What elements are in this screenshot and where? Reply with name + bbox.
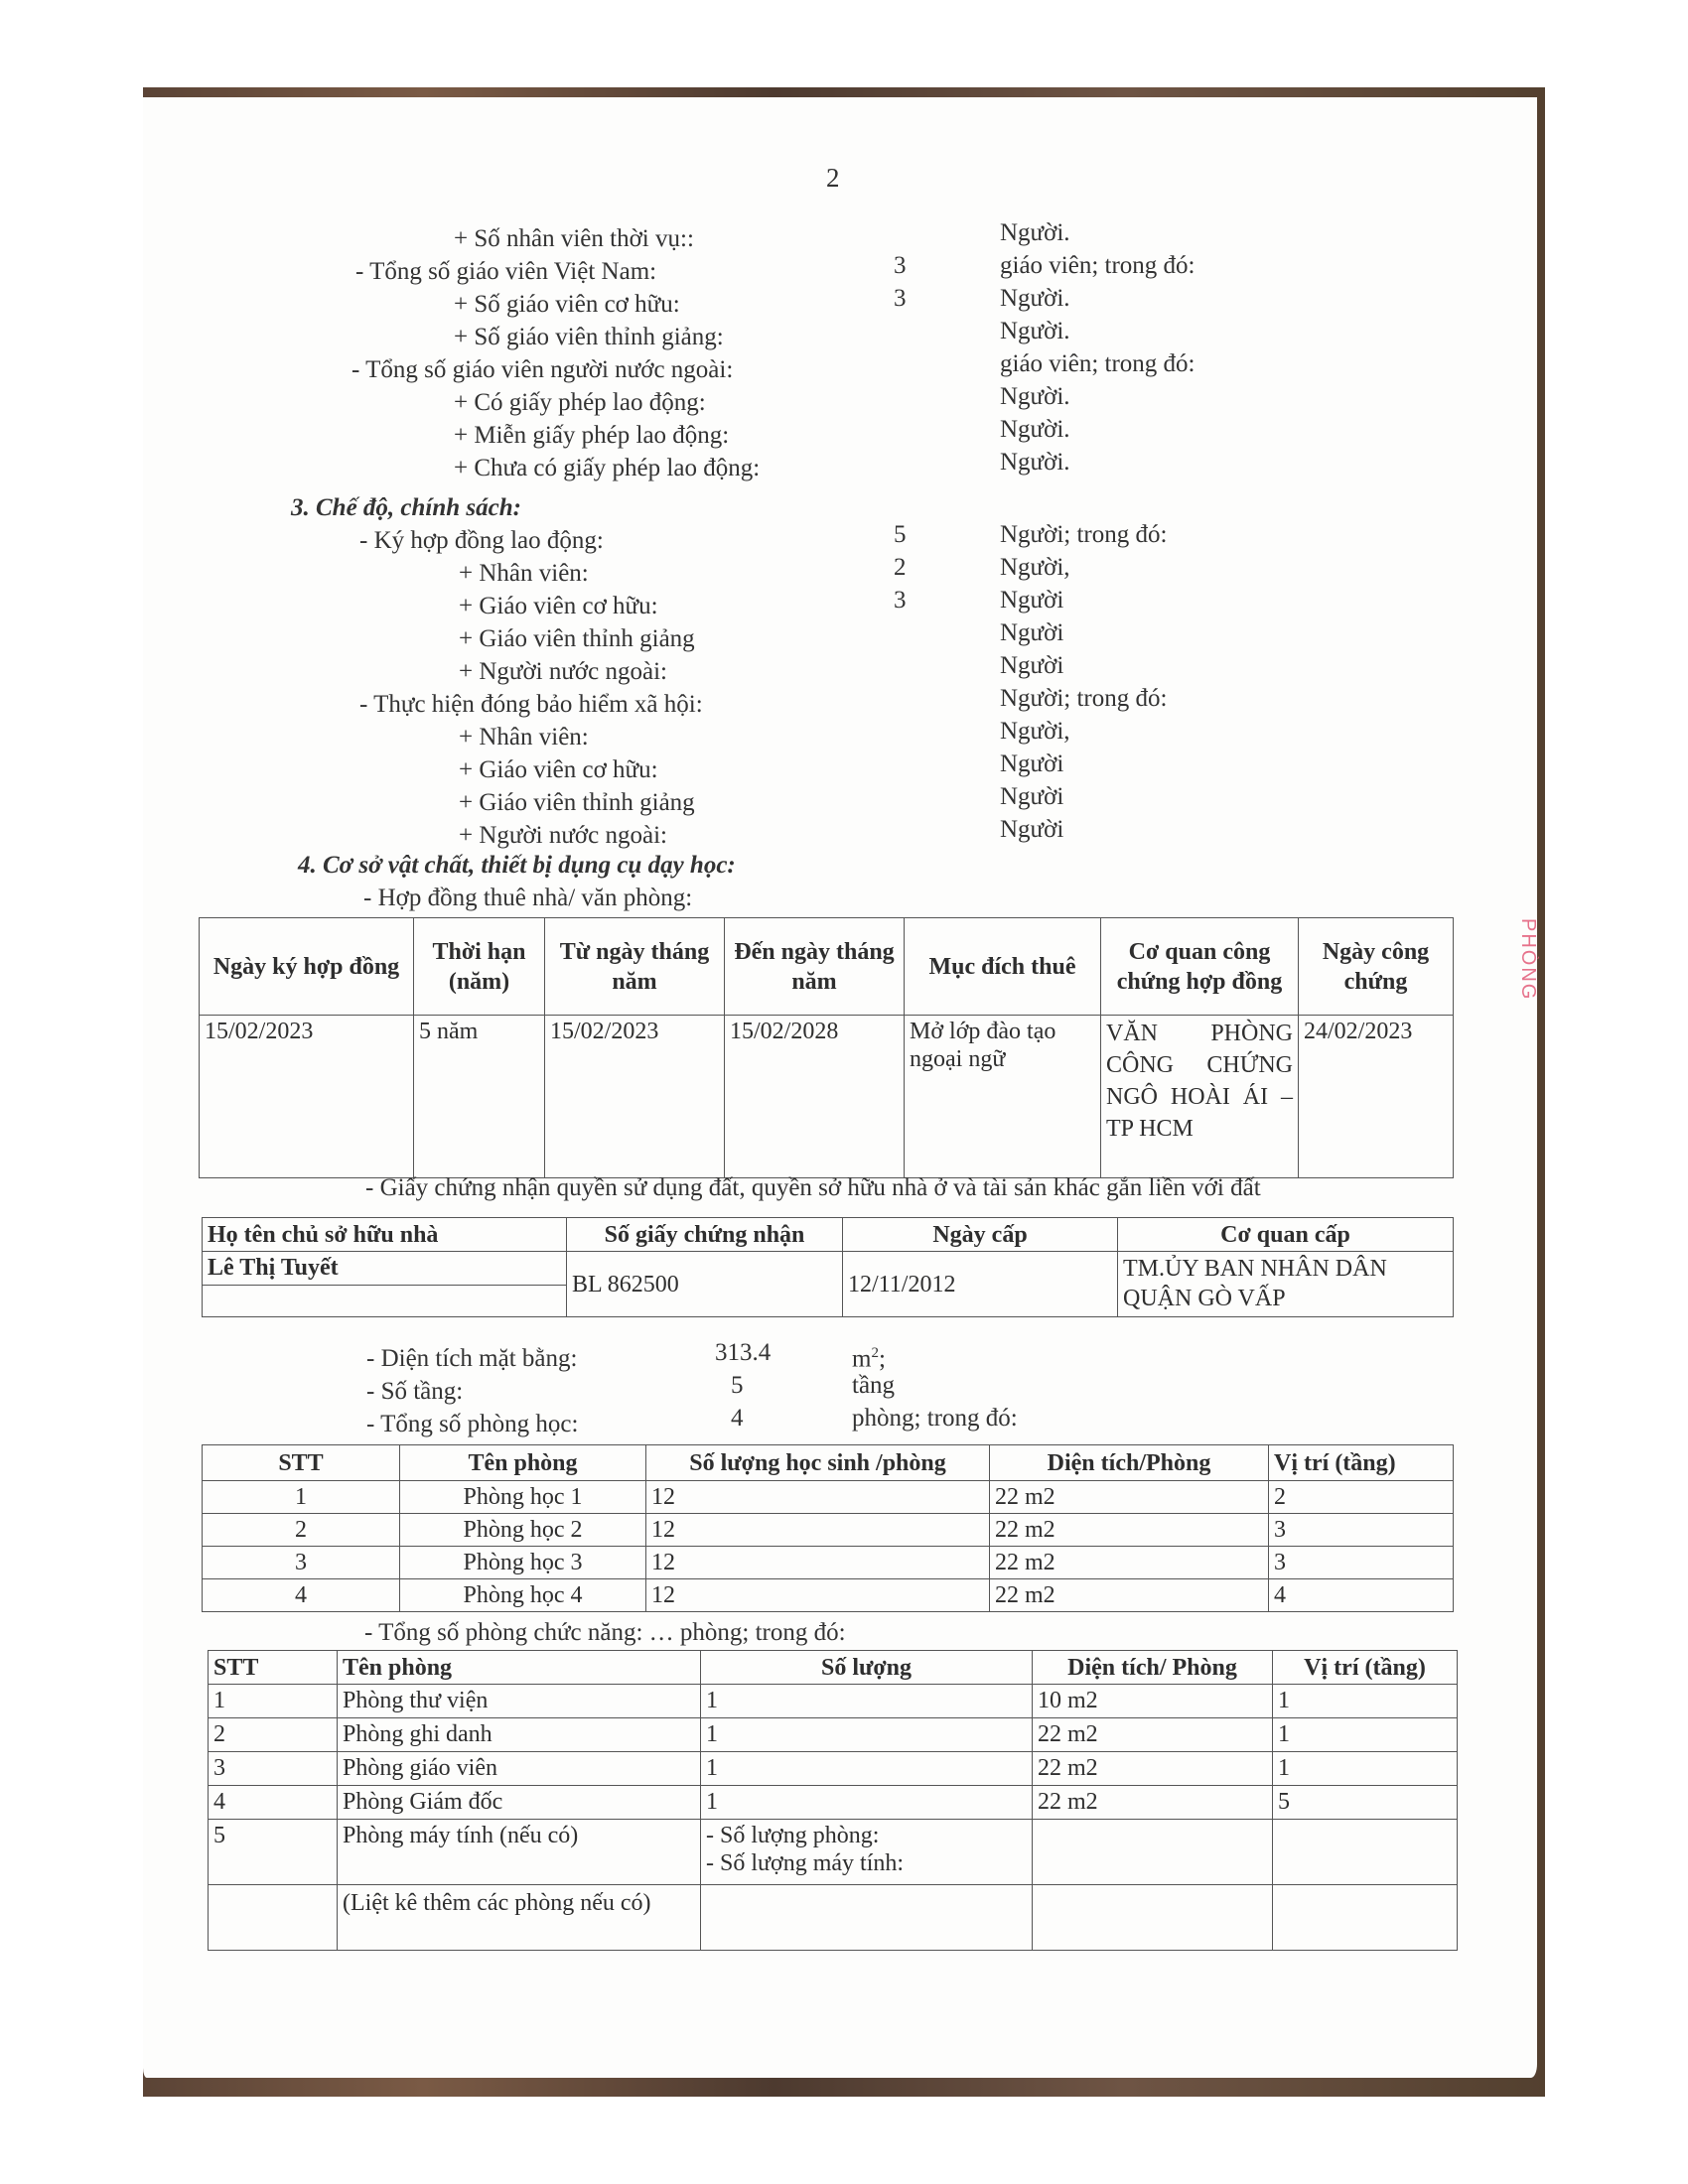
policy-value: 5 (894, 521, 907, 548)
policy-label: + Giáo viên cơ hữu: (459, 756, 658, 783)
classroom-header: Số lượng học sinh /phòng (646, 1445, 990, 1481)
room-name-cell: Phòng giáo viên (338, 1752, 701, 1786)
room-name-cell: Phòng ghi danh (338, 1718, 701, 1752)
policy-unit: Người (1000, 619, 1064, 646)
stt-cell: 5 (209, 1820, 338, 1885)
room-name-cell: Phòng học 3 (400, 1547, 646, 1579)
certificate-header: Ngày cấp (843, 1218, 1118, 1252)
table-row (209, 1752, 1458, 1786)
stt-cell (209, 1885, 338, 1951)
staff-label: + Số giáo viên cơ hữu: (454, 291, 680, 318)
classroom-header: Vị trí (tầng) (1269, 1445, 1454, 1481)
floor-cell: 1 (1273, 1685, 1458, 1718)
floor-cell: 4 (1269, 1579, 1454, 1612)
floor-cell: 5 (1273, 1786, 1458, 1820)
area-cell (1033, 1820, 1273, 1885)
floor-cell: 3 (1269, 1547, 1454, 1579)
policy-value: 2 (894, 554, 907, 581)
table-row (203, 1579, 1454, 1612)
stt-cell: 3 (203, 1547, 400, 1579)
staff-label: + Có giấy phép lao động: (454, 389, 706, 416)
policy-unit: Người (1000, 587, 1064, 614)
table-row (203, 1514, 1454, 1547)
staff-unit: Người. (1000, 416, 1070, 443)
area-cell (1033, 1885, 1273, 1951)
notary-office-cell: VĂN PHÒNG CÔNG CHỨNG NGÔ HOÀI ÁI – TP HCM (1101, 1016, 1299, 1178)
staff-label: - Tổng số giáo viên Việt Nam: (355, 258, 657, 285)
policy-label: + Nhân viên: (459, 560, 589, 587)
staff-value: 3 (894, 285, 907, 312)
area-cell: 22 m2 (990, 1514, 1269, 1547)
functional-header: STT (209, 1651, 338, 1685)
room-count-label: - Số lượng phòng: (706, 1823, 880, 1848)
fact-unit-text: m (852, 1345, 872, 1373)
stt-cell: 1 (203, 1481, 400, 1514)
sign-date-cell: 15/02/2023 (200, 1016, 414, 1178)
policy-unit: Người, (1000, 554, 1070, 581)
certificate-header: Số giấy chứng nhận (567, 1218, 843, 1252)
area-cell: 22 m2 (990, 1481, 1269, 1514)
policy-label: + Người nước ngoài: (459, 822, 667, 849)
quantity-cell: 1 (701, 1786, 1033, 1820)
staff-label: + Miễn giấy phép lao động: (454, 422, 730, 449)
notary-date-cell: 24/02/2023 (1299, 1016, 1454, 1178)
lease-header: Mục đích thuê (905, 918, 1101, 1016)
room-name-cell: Phòng học 1 (400, 1481, 646, 1514)
fact-label: - Diện tích mặt bằng: (366, 1345, 578, 1372)
certificate-caption: - Giấy chứng nhận quyền sử dụng đất, quyền sở hữu nhà ở và tài sản khác gắn liền với đất (365, 1174, 1261, 1201)
functional-room-table (208, 1650, 1458, 1951)
floor-cell: 3 (1269, 1514, 1454, 1547)
policy-unit: Người (1000, 783, 1064, 810)
table-row (209, 1718, 1458, 1752)
policy-label: - Thực hiện đóng bảo hiểm xã hội: (359, 691, 703, 718)
functional-header: Số lượng (701, 1651, 1033, 1685)
lease-header: Đến ngày tháng năm (725, 918, 905, 1016)
lease-header: Ngày công chứng (1299, 918, 1454, 1016)
room-name-cell: Phòng học 4 (400, 1579, 646, 1612)
certificate-header-row (203, 1218, 1454, 1252)
room-name-cell: Phòng thư viện (338, 1685, 701, 1718)
area-cell: 22 m2 (990, 1579, 1269, 1612)
issuer-cell: TM.ỦY BAN NHÂN DÂN QUẬN GÒ VẤP (1118, 1252, 1454, 1317)
policy-label: + Nhân viên: (459, 724, 589, 751)
students-cell: 12 (646, 1579, 990, 1612)
fact-unit: tầng (852, 1372, 896, 1399)
fact-value: 5 (731, 1372, 744, 1399)
area-cell: 22 m2 (1033, 1718, 1273, 1752)
policy-value: 3 (894, 587, 907, 614)
area-cell: 22 m2 (1033, 1752, 1273, 1786)
fact-unit-suffix: ; (878, 1345, 886, 1373)
issue-date-cell: 12/11/2012 (843, 1252, 1118, 1317)
policy-label: + Giáo viên thỉnh giảng (459, 789, 695, 816)
policy-unit: Người (1000, 751, 1064, 777)
stt-cell: 2 (203, 1514, 400, 1547)
lease-caption: - Hợp đồng thuê nhà/ văn phòng: (363, 885, 693, 911)
section-heading: 4. Cơ sở vật chất, thiết bị dụng cụ dạy học: (298, 852, 736, 879)
room-name-cell: (Liệt kê thêm các phòng nếu có) (338, 1885, 701, 1951)
fact-unit (852, 1338, 886, 1374)
floor-cell: 2 (1269, 1481, 1454, 1514)
floor-cell: 1 (1273, 1718, 1458, 1752)
policy-label: - Ký hợp đồng lao động: (359, 527, 604, 554)
table-row (209, 1786, 1458, 1820)
fact-value: 4 (731, 1405, 744, 1432)
students-cell: 12 (646, 1547, 990, 1579)
policy-unit: Người; trong đó: (1000, 521, 1168, 548)
section-heading: 3. Chế độ, chính sách: (291, 494, 521, 521)
page-number: 2 (826, 163, 840, 193)
staff-label: - Tổng số giáo viên người nước ngoài: (352, 356, 734, 383)
table-row (203, 1252, 1454, 1286)
fact-unit: phòng; trong đó: (852, 1405, 1018, 1432)
table-row (203, 1481, 1454, 1514)
from-date-cell: 15/02/2023 (545, 1016, 725, 1178)
staff-unit: giáo viên; trong đó: (1000, 252, 1196, 279)
policy-unit: Người; trong đó: (1000, 685, 1168, 712)
stt-cell: 2 (209, 1718, 338, 1752)
staff-unit: Người. (1000, 219, 1070, 246)
policy-unit: Người (1000, 816, 1064, 843)
stt-cell: 4 (203, 1579, 400, 1612)
policy-unit: Người, (1000, 718, 1070, 745)
stt-cell: 3 (209, 1752, 338, 1786)
table-row (209, 1820, 1458, 1885)
students-cell: 12 (646, 1481, 990, 1514)
area-cell: 22 m2 (1033, 1786, 1273, 1820)
functional-caption: - Tổng số phòng chức năng: … phòng; trong đó: (364, 1619, 846, 1646)
classroom-header: Tên phòng (400, 1445, 646, 1481)
room-name-cell: Phòng học 2 (400, 1514, 646, 1547)
classroom-table (202, 1444, 1454, 1612)
quantity-cell (701, 1885, 1033, 1951)
table-row (203, 1547, 1454, 1579)
staff-unit: Người. (1000, 285, 1070, 312)
stt-cell: 4 (209, 1786, 338, 1820)
classroom-header: Diện tích/Phòng (990, 1445, 1269, 1481)
term-cell: 5 năm (414, 1016, 545, 1178)
fact-unit-superscript: 2 (871, 1345, 879, 1361)
room-name-cell: Phòng Giám đốc (338, 1786, 701, 1820)
quantity-cell: 1 (701, 1685, 1033, 1718)
table-row (200, 1016, 1454, 1178)
fact-label: - Tổng số phòng học: (366, 1411, 579, 1437)
functional-header-row (209, 1651, 1458, 1685)
classroom-header: STT (203, 1445, 400, 1481)
policy-unit: Người (1000, 652, 1064, 679)
computer-count-label: - Số lượng máy tính: (706, 1850, 905, 1876)
room-name-cell: Phòng máy tính (nếu có) (338, 1820, 701, 1885)
area-cell: 22 m2 (990, 1547, 1269, 1579)
purpose-cell: Mở lớp đào tạo ngoại ngữ (905, 1016, 1101, 1178)
quantity-cell: 1 (701, 1752, 1033, 1786)
empty-cell (203, 1286, 567, 1317)
area-cell: 10 m2 (1033, 1685, 1273, 1718)
floor-cell (1273, 1885, 1458, 1951)
functional-header: Tên phòng (338, 1651, 701, 1685)
students-cell: 12 (646, 1514, 990, 1547)
staff-unit: giáo viên; trong đó: (1000, 350, 1196, 377)
table-row (209, 1685, 1458, 1718)
lease-header-row (200, 918, 1454, 1016)
floor-cell: 1 (1273, 1752, 1458, 1786)
lease-header: Thời hạn (năm) (414, 918, 545, 1016)
staff-label: + Chưa có giấy phép lao động: (454, 455, 761, 481)
lease-header: Cơ quan công chứng hợp đồng (1101, 918, 1299, 1016)
staff-label: + Số nhân viên thời vụ:: (454, 225, 694, 252)
certificate-header: Cơ quan cấp (1118, 1218, 1454, 1252)
staff-unit: Người. (1000, 449, 1070, 476)
functional-header: Vị trí (tầng) (1273, 1651, 1458, 1685)
staff-unit: Người. (1000, 318, 1070, 344)
table-row (209, 1885, 1458, 1951)
lease-table (199, 917, 1454, 1178)
floor-cell (1273, 1820, 1458, 1885)
lease-header: Từ ngày tháng năm (545, 918, 725, 1016)
lease-header: Ngày ký hợp đồng (200, 918, 414, 1016)
certificate-number-cell: BL 862500 (567, 1252, 843, 1317)
fact-value: 313.4 (715, 1339, 772, 1366)
fact-label: - Số tầng: (366, 1378, 464, 1405)
red-stamp-fragment: PHÒNG (1517, 918, 1539, 1002)
quantity-cell (701, 1820, 1033, 1885)
to-date-cell: 15/02/2028 (725, 1016, 905, 1178)
staff-value: 3 (894, 252, 907, 279)
certificate-table (202, 1217, 1454, 1317)
quantity-cell: 1 (701, 1718, 1033, 1752)
policy-label: + Người nước ngoài: (459, 658, 667, 685)
functional-header: Diện tích/ Phòng (1033, 1651, 1273, 1685)
policy-label: + Giáo viên cơ hữu: (459, 593, 658, 619)
staff-unit: Người. (1000, 383, 1070, 410)
policy-label: + Giáo viên thỉnh giảng (459, 625, 695, 652)
owner-name-cell: Lê Thị Tuyết (203, 1252, 567, 1286)
stt-cell: 1 (209, 1685, 338, 1718)
staff-label: + Số giáo viên thỉnh giảng: (454, 324, 724, 350)
certificate-header: Họ tên chủ sở hữu nhà (203, 1218, 567, 1252)
classroom-header-row (203, 1445, 1454, 1481)
